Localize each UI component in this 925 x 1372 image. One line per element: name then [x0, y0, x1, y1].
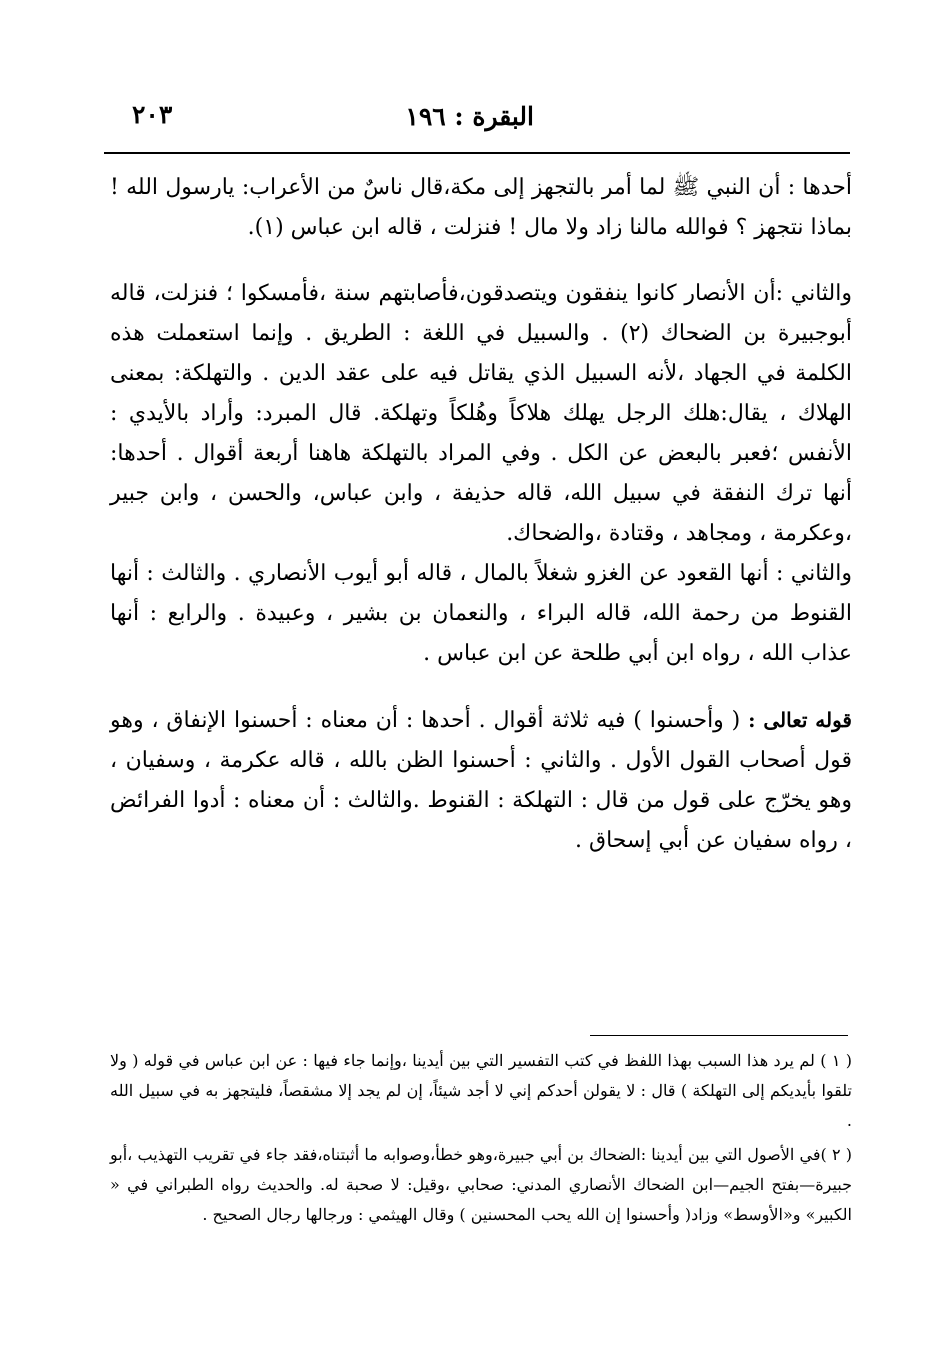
paragraph-1: أحدها : أن النبي ﷺ لما أمر بالتجهز إلى مكة،قال ناسٌ من الأعراب: يارسول الله ! بماذا نتجهز ؟ فوالله مالنا زاد ولا مال ! فنزلت ، قاله ابن عباس (١). [110, 175, 852, 240]
paragraph-2: والثاني :أن الأنصار كانوا ينفقون ويتصدقون،فأصابتهم سنة ،فأمسكوا ؛ فنزلت، قاله أبوجبيرة بن الضحاك (٢) . والسبيل في اللغة : الطريق . وإنما استعملت هذه الكلمة في الجهاد ،لأنه السبيل الذي يقاتل فيه على عقد الدين . والتهلكة: بمعنى الهلاك ، يقال:هلك الرجل يهلك هلاكاً وهُلكاً وتهلكة. قال المبرد: وأراد بالأيدي : الأنفس ؛فعبر بالبعض عن الكل . وفي المراد بالتهلكة هاهنا أربعة أقوال . أحدها: أنها ترك النفقة في سبيل الله، قاله حذيفة ، وابن عباس، والحسن ، وابن جبير ،وعكرمة ، ومجاهد ، وقتادة ،والضحاك. [110, 281, 852, 546]
qawluhu-label: قوله تعالى : [748, 708, 852, 732]
page-number: ٢٠٣ [132, 100, 173, 129]
main-text [110, 168, 852, 861]
footnote-2: ( ٢ )في الأصول التي بين أيدينا :الضحاك بن أبي جبيرة،وهو خطأ،وصوابه ما أثبتناه،فقد جاء في تقريب التهذيب ،أبو جبيرة—بفتح الجيم—ابن الضحاك الأنصاري المدني: صحابي ،وقيل: لا صحبة له. والحديث رواه الطبراني في « الكبير» و«الأوسط» وزاد( وأحسنوا إن الله يحب المحسنين ) وقال الهيثمي : ورجالها رجال الصحيح . [110, 1145, 853, 1224]
footnote-1: ( ١ ) لم يرد هذا السبب بهذا اللفظ في كتب التفسير التي بين أيدينا ،وإنما جاء فيها : عن ابن عباس في قوله ( ولا تلقوا بأيديكم إلى التهلكة ) قال : لا يقولن أحدكم إني لا أجد شيئاً، إن لم يجد إلا مشقصاً، فليتجهز به في سبيل الله . [110, 1051, 853, 1130]
qawluhu-text: ( وأحسنوا ) فيه ثلاثة أقوال . أحدها : أن معناه : أحسنوا الإنفاق ، وهو قول أصحاب القول الأول . والثاني : أحسنوا الظن بالله ، قاله عكرمة ، وسفيان ، وهو يخرّج على قول من قال : التهلكة : القنوط .والثالث : أن معناه : أدوا الفرائض ، رواه سفيان عن أبي إسحاق . [110, 708, 852, 853]
footnotes [110, 1046, 852, 1234]
footnote-divider [590, 1035, 848, 1036]
header-divider [104, 152, 850, 154]
surah-reference: البقرة : ١٩٦ [405, 102, 534, 131]
paragraph-4 [110, 700, 852, 861]
page-header [112, 100, 852, 140]
paragraph-3: والثاني : أنها القعود عن الغزو شغلاً بالمال ، قاله أبو أيوب الأنصاري . والثالث : أنها القنوط من رحمة الله، قاله البراء ، والنعمان بن بشير ، وعبيدة . والرابع : أنها عذاب الله ، رواه ابن أبي طلحة عن ابن عباس . [110, 561, 852, 666]
